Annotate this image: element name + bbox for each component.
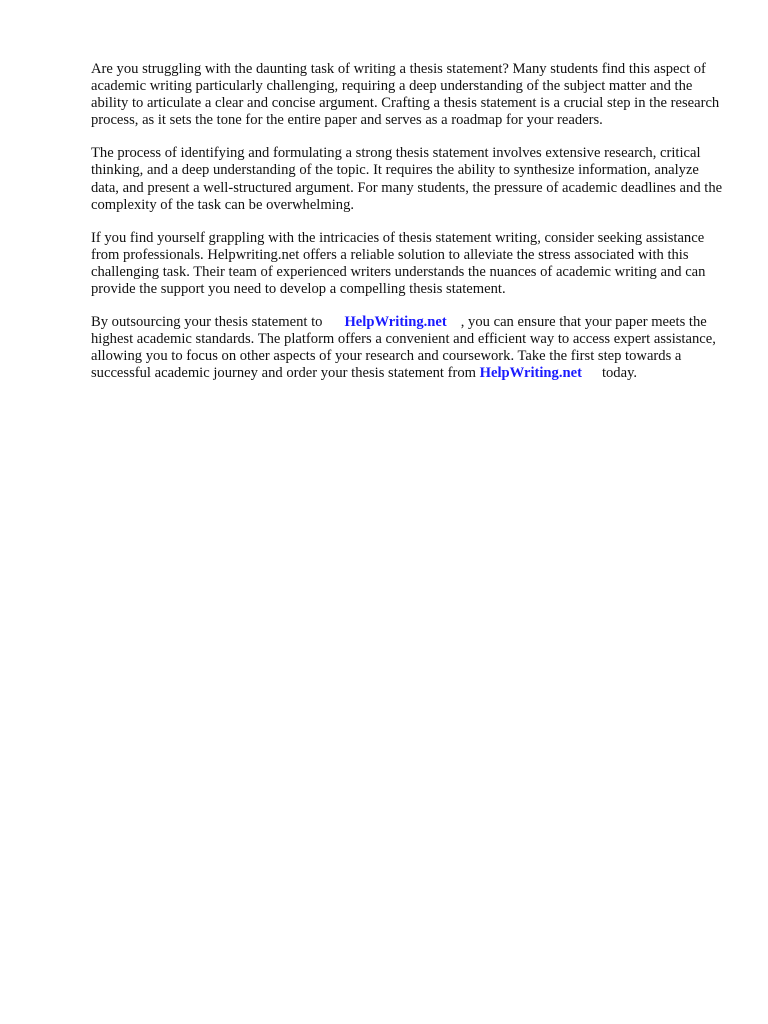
paragraph-assistance: If you find yourself grappling with the intricacies of thesis statement writing, consider seeking assistance from professionals. Helpwriting.net offers a reliable solution to alleviate the stress associated with this challenging task. Their team of experienced writers understands the nuances of academic writing and can provide the support you need to develop a compelling thesis statement.: [91, 229, 706, 298]
helpwriting-link-1[interactable]: HelpWriting.net: [344, 314, 447, 331]
outsourcing-text-middle: , you can ensure that your paper meets the highest academic standards. The platform offers a convenient and efficient way to access expert assistance, allowing you to focus on other aspects of your research and coursework. Take the first step towards a successful academic journey and order your thesis statement from: [91, 314, 716, 382]
helpwriting-link-2[interactable]: HelpWriting.net: [479, 365, 582, 382]
paragraph-process: The process of identifying and formulating a strong thesis statement involves extensive research, critical thinking, and a deep understanding of the topic. It requires the ability to synthesize information, analyze data, and present a well-structured argument. For many students, the pressure of academic deadlines and the complexity of the task can be overwhelming.: [91, 145, 723, 213]
document-body: [91, 61, 726, 399]
paragraph-intro: Are you struggling with the daunting task of writing a thesis statement? Many students find this aspect of academic writing particularly challenging, requiring a deep understanding of the subject matter and the ability to articulate a clear and concise argument. Crafting a thesis statement is a crucial step in the research process, as it sets the tone for the entire paper and serves as a roadmap for your readers.: [91, 61, 720, 129]
outsourcing-text-end: today.: [601, 365, 638, 382]
outsourcing-text-start: By outsourcing your thesis statement to: [91, 314, 323, 331]
paragraph-outsourcing: [91, 314, 726, 382]
